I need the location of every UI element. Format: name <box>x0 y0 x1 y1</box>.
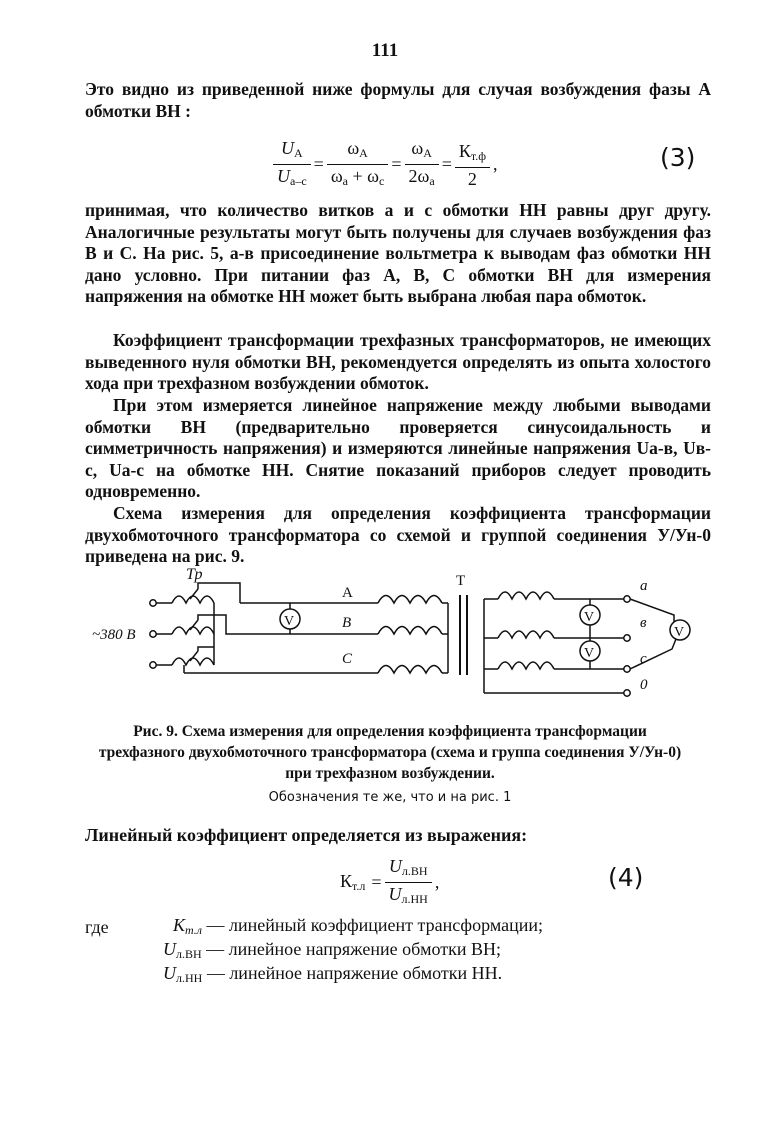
label-lv-b: в <box>640 615 647 631</box>
autotransformer-coil-b <box>172 627 214 634</box>
lv-coil-a <box>498 592 554 599</box>
hv-coil-a <box>378 596 442 604</box>
lv-terminal-0 <box>624 690 630 696</box>
supply-terminal <box>150 600 156 606</box>
hv-coil-c <box>378 666 442 674</box>
equation-number-3: (3) <box>660 143 696 172</box>
hv-coil-b <box>378 627 442 635</box>
svg-text:V: V <box>284 614 295 629</box>
paragraph-measurement: При этом измеряется линейное напряжение между любыми выводами обмотки ВН (предварительно проверяется синусоидальность и симметричность напряжения) и измеряются линейные напряжения Uа-в, Uв-с, Uа-с на обмотке НН. Снятие показаний приборов следует проводить одновременно. <box>85 395 711 502</box>
paragraph-scheme: Схема измерения для определения коэффициента трансформации двухобмоточного трансформатора со схемой и группой соединения У/Ун-0 приведена на рис. 9. <box>85 503 711 567</box>
label-lv-c: с <box>640 651 647 667</box>
svg-text:V: V <box>584 610 595 625</box>
circuit-diagram <box>0 563 770 708</box>
svg-text:V: V <box>584 646 595 661</box>
label-phase-b: В <box>342 615 352 631</box>
supply-terminal <box>150 662 156 668</box>
lv-coil-c <box>498 662 554 669</box>
paragraph-intro: Это видно из приведенной ниже формулы для случая возбуждения фазы А обмотки ВН : <box>85 79 711 121</box>
fraction-wa-2wa: $\frac{\omega_A}{2\omega_a}$ <box>405 137 439 192</box>
formula-3: $\frac{U_A}{U_{a-c}}$ = $\frac{\omega_A}{\omega_a + \omega_c}$ = $\frac{\omega_A}{2\omega_a}$ = $\frac{К_{т.ф}}{2}$ , <box>273 137 500 192</box>
paragraph-linear: Линейный коэффициент определяется из выражения: <box>85 825 528 845</box>
figure-caption-note: Обозначения те же, что и на рис. 1 <box>268 790 512 805</box>
svg-text:V: V <box>674 625 685 640</box>
legend-row: $К_{т.л}$ — линейный коэффициент трансформации; <box>173 915 543 937</box>
paragraph-three-phase: Коэффициент трансформации трехфазных трансформаторов, не имеющих выведенного нуля обмотки ВН, рекомендуется определять из опыта холостого хода при трехфазном возбуждении обмоток. <box>85 330 711 394</box>
label-lv-0: 0 <box>640 677 648 693</box>
equation-number-4: (4) <box>608 863 644 892</box>
lv-coil-b <box>498 631 554 638</box>
label-supply: ~380 В <box>92 627 136 643</box>
legend-row: $U_{л.НН}$ — линейное напряжение обмотки НН. <box>163 963 503 985</box>
autotransformer-coil-a <box>172 596 214 603</box>
legend-row: $U_{л.ВН}$ — линейное напряжение обмотки ВН; <box>163 939 502 961</box>
lv-terminal-a <box>624 596 630 602</box>
label-transformer: T <box>456 573 466 589</box>
lv-terminal-b <box>624 635 630 641</box>
label-tr: Тр <box>186 566 203 583</box>
legend-where: где <box>85 917 109 937</box>
supply-terminal <box>150 631 156 637</box>
label-phase-c: С <box>342 651 353 667</box>
label-phase-a: A <box>342 585 353 601</box>
figure-caption: Рис. 9. Схема измерения для определения коэффициента трансформации трехфазного двухобмоточного трансформатора (схема и группа соединения У/Ун-0) при трехфазном возбуждении. <box>98 723 682 782</box>
paragraph-turns: принимая, что количество витков a и c обмотки НН равны друг другу. Аналогичные результаты могут быть получены для случаев возбуждения фаз В и С. На рис. 5, а-в присоединение вольтметра к выводам фаз обмотки НН дано условно. При питании фаз А, В, С обмотки ВН для измерения напряжения на обмотке НН может быть выбрана любая пара обмоток. <box>85 200 711 307</box>
fraction-wa-wa-wc: $\frac{\omega_A}{\omega_a + \omega_c}$ <box>327 137 389 192</box>
fraction-uvh-unh: $\frac{U_{л.ВН}}{U_{л.НН}}$ <box>385 855 432 910</box>
fraction-ktf-2: $\frac{К_{т.ф}}{2}$ <box>455 140 490 190</box>
label-lv-a: а <box>640 578 648 594</box>
lv-terminal-c <box>624 666 630 672</box>
autotransformer-coil-c <box>172 658 214 665</box>
fraction-ua-uac: $\frac{U_A}{U_{a-c}}$ <box>273 137 311 192</box>
page-number: 111 <box>371 40 399 61</box>
formula-4: $К_{т.л}$ = $\frac{U_{л.ВН}}{U_{л.НН}}$ , <box>337 855 442 910</box>
